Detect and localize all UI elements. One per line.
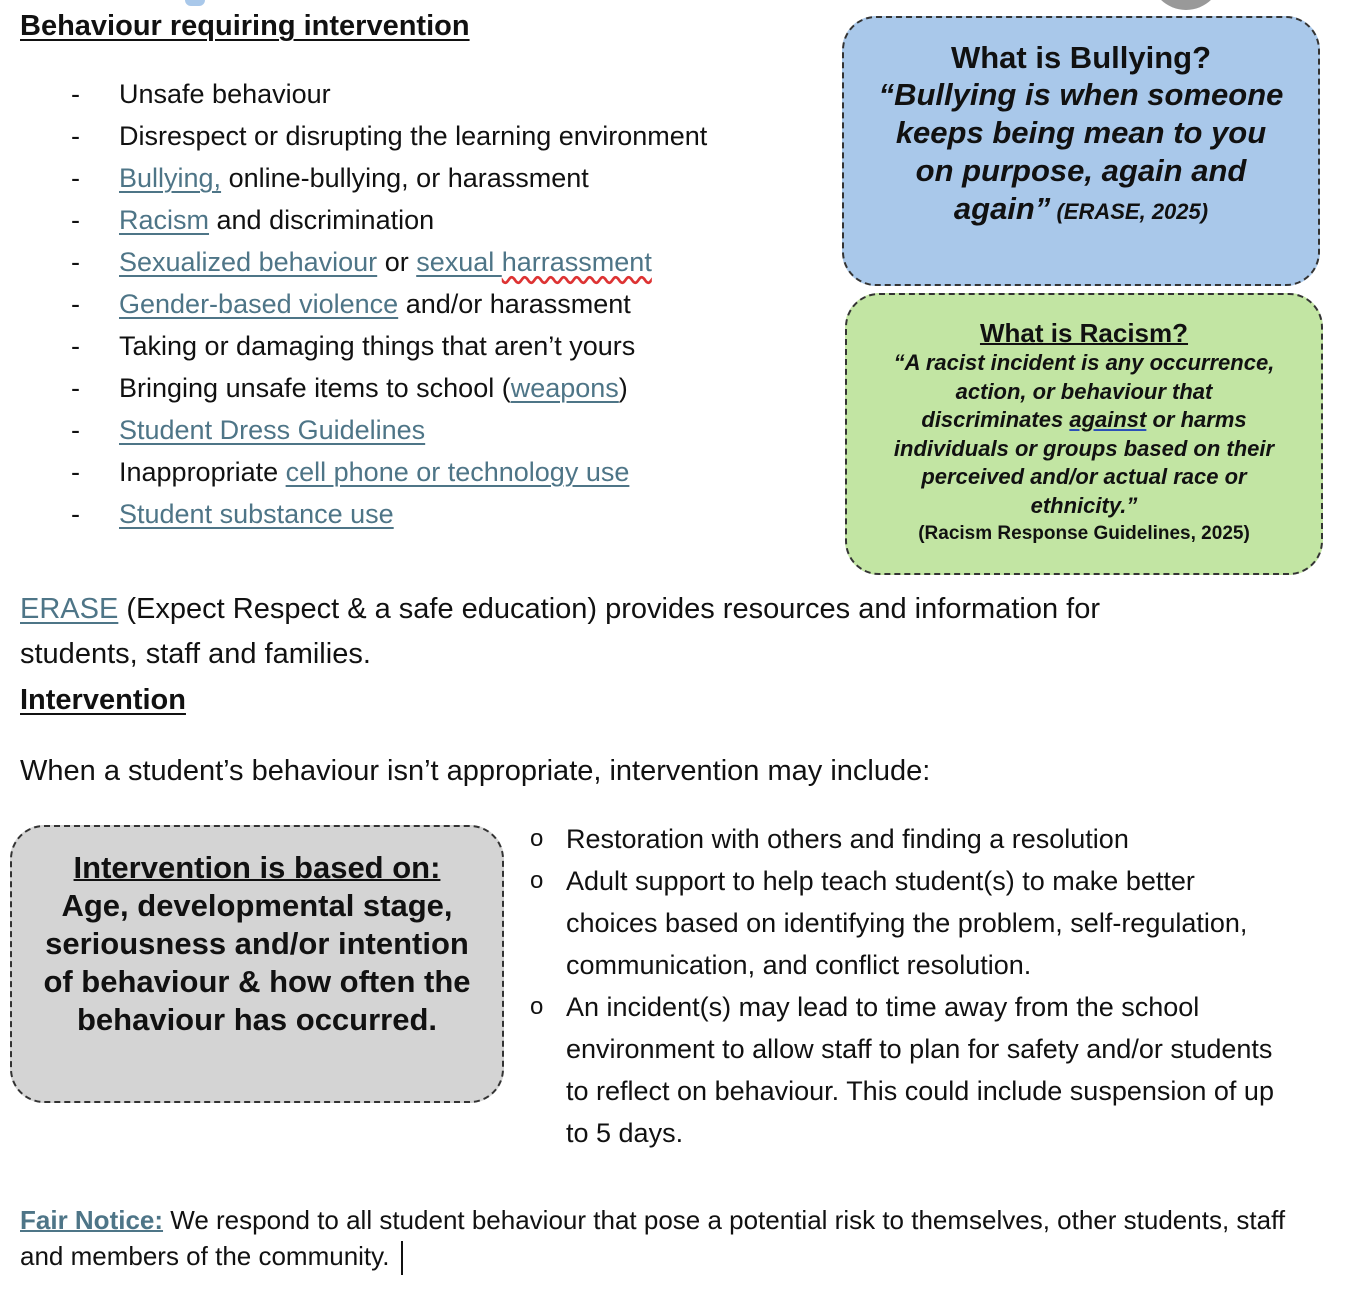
fair-notice-text: We respond to all student behaviour that pose a potential risk to themselves, other students, staff and members of the community. <box>20 1205 1286 1271</box>
dash-bullet: - <box>71 457 80 487</box>
behaviour-text: and/or harassment <box>398 289 631 319</box>
intervention-section-title: Intervention <box>20 684 186 716</box>
intervention-box-title: Intervention is based on: <box>73 850 441 885</box>
circle-bullet: o <box>530 867 544 894</box>
behaviour-link[interactable]: Student Dress Guidelines <box>119 415 426 445</box>
bullying-box-quote-block <box>844 76 1318 228</box>
behaviour-list-item <box>71 163 819 205</box>
behaviour-link[interactable]: Racism <box>119 205 210 235</box>
behaviour-link[interactable]: cell phone or technology use <box>285 457 630 487</box>
behaviour-list <box>71 79 819 541</box>
intervention-option <box>530 860 1286 986</box>
behaviour-text: and discrimination <box>209 205 435 235</box>
dash-bullet: - <box>71 121 80 151</box>
intervention-option <box>530 986 1286 1154</box>
behaviour-text: online-bullying, or harassment <box>221 163 589 193</box>
header-decoration-fragment <box>185 0 205 6</box>
behaviour-text: Bringing unsafe items to school ( <box>119 373 511 403</box>
dash-bullet: - <box>71 415 80 445</box>
intervention-option <box>530 818 1286 860</box>
behaviour-list-item <box>71 373 819 415</box>
intervention-basis-box <box>10 825 504 1103</box>
behaviour-list-item <box>71 247 819 289</box>
racism-definition-box <box>845 293 1323 575</box>
circle-bullet: o <box>530 993 544 1020</box>
text-cursor <box>401 1241 403 1275</box>
behaviour-link[interactable]: Gender-based violence <box>119 289 399 319</box>
dash-bullet: - <box>71 289 80 319</box>
intervention-option-text: An incident(s) may lead to time away from the school environment to allow staff to plan for safety and/or students to reflect on behaviour. This could include suspension of up to 5 days. <box>566 992 1274 1148</box>
behaviour-text: ) <box>618 373 628 403</box>
behaviour-link[interactable]: Student substance use <box>119 499 394 529</box>
erase-paragraph <box>20 587 1200 677</box>
bullying-citation: (ERASE, 2025) <box>1050 199 1209 224</box>
erase-link[interactable]: ERASE <box>20 593 119 625</box>
behaviour-list-item <box>71 499 819 541</box>
behaviour-list-item <box>71 331 819 373</box>
dash-bullet: - <box>71 205 80 235</box>
behaviour-section-title: Behaviour requiring intervention <box>20 10 470 42</box>
behaviour-text: or <box>377 247 417 277</box>
behaviour-text: Inappropriate <box>119 457 286 487</box>
behaviour-link[interactable]: Sexualized behaviour <box>119 247 378 277</box>
behaviour-list-item <box>71 205 819 247</box>
intervention-box-body: Age, developmental stage, seriousness and/or intention of behaviour & how often the behaviour has occurred. <box>43 888 471 1037</box>
intervention-intro: When a student’s behaviour isn’t appropriate, intervention may include: <box>20 755 931 787</box>
dash-bullet: - <box>71 163 80 193</box>
behaviour-list-item <box>71 79 819 121</box>
behaviour-link[interactable]: weapons <box>510 373 619 403</box>
dash-bullet: - <box>71 373 80 403</box>
header-circle-fragment <box>1150 0 1222 10</box>
racism-quote-underlined-word: against <box>1069 407 1147 432</box>
erase-description: (Expect Respect & a safe education) provides resources and information for students, staff and families. <box>20 593 1100 670</box>
fair-notice-label: Fair Notice: <box>20 1205 164 1235</box>
dash-bullet: - <box>71 499 80 529</box>
bullying-box-title: What is Bullying? <box>950 40 1212 75</box>
dash-bullet: - <box>71 331 80 361</box>
behaviour-list-item <box>71 121 819 163</box>
behaviour-text: Unsafe behaviour <box>119 79 331 109</box>
racism-quote-end: or harms individuals or groups based on their perceived and/or actual race or ethnicity.” <box>893 407 1275 518</box>
bullying-quote: “Bullying is when someone keeps being mean to you on purpose, again and again” <box>878 77 1284 226</box>
behaviour-link[interactable]: sexual <box>416 247 502 277</box>
dash-bullet: - <box>71 247 80 277</box>
circle-bullet: o <box>530 825 544 852</box>
racism-citation: (Racism Response Guidelines, 2025) <box>918 523 1250 544</box>
intervention-options-list <box>530 818 1286 1154</box>
dash-bullet: - <box>71 79 80 109</box>
behaviour-text: Disrespect or disrupting the learning environment <box>119 121 708 151</box>
behaviour-text: Taking or damaging things that aren’t yours <box>119 331 636 361</box>
behaviour-list-item <box>71 415 819 457</box>
fair-notice <box>20 1202 1300 1275</box>
intervention-option-text: Restoration with others and finding a resolution <box>566 824 1129 854</box>
intervention-option-text: Adult support to help teach student(s) to make better choices based on identifying the problem, self-regulation, communication, and conflict resolution. <box>566 866 1248 980</box>
behaviour-list-item <box>71 457 819 499</box>
behaviour-link[interactable]: harrassment <box>501 247 652 277</box>
bullying-definition-box <box>842 16 1320 286</box>
behaviour-link[interactable]: Bullying, <box>119 163 222 193</box>
racism-box-quote <box>847 349 1321 520</box>
racism-quote-start: “A racist incident is any occurrence, action, or behaviour that discriminates <box>893 350 1275 432</box>
behaviour-list-item <box>71 289 819 331</box>
racism-box-title: What is Racism? <box>979 318 1189 348</box>
